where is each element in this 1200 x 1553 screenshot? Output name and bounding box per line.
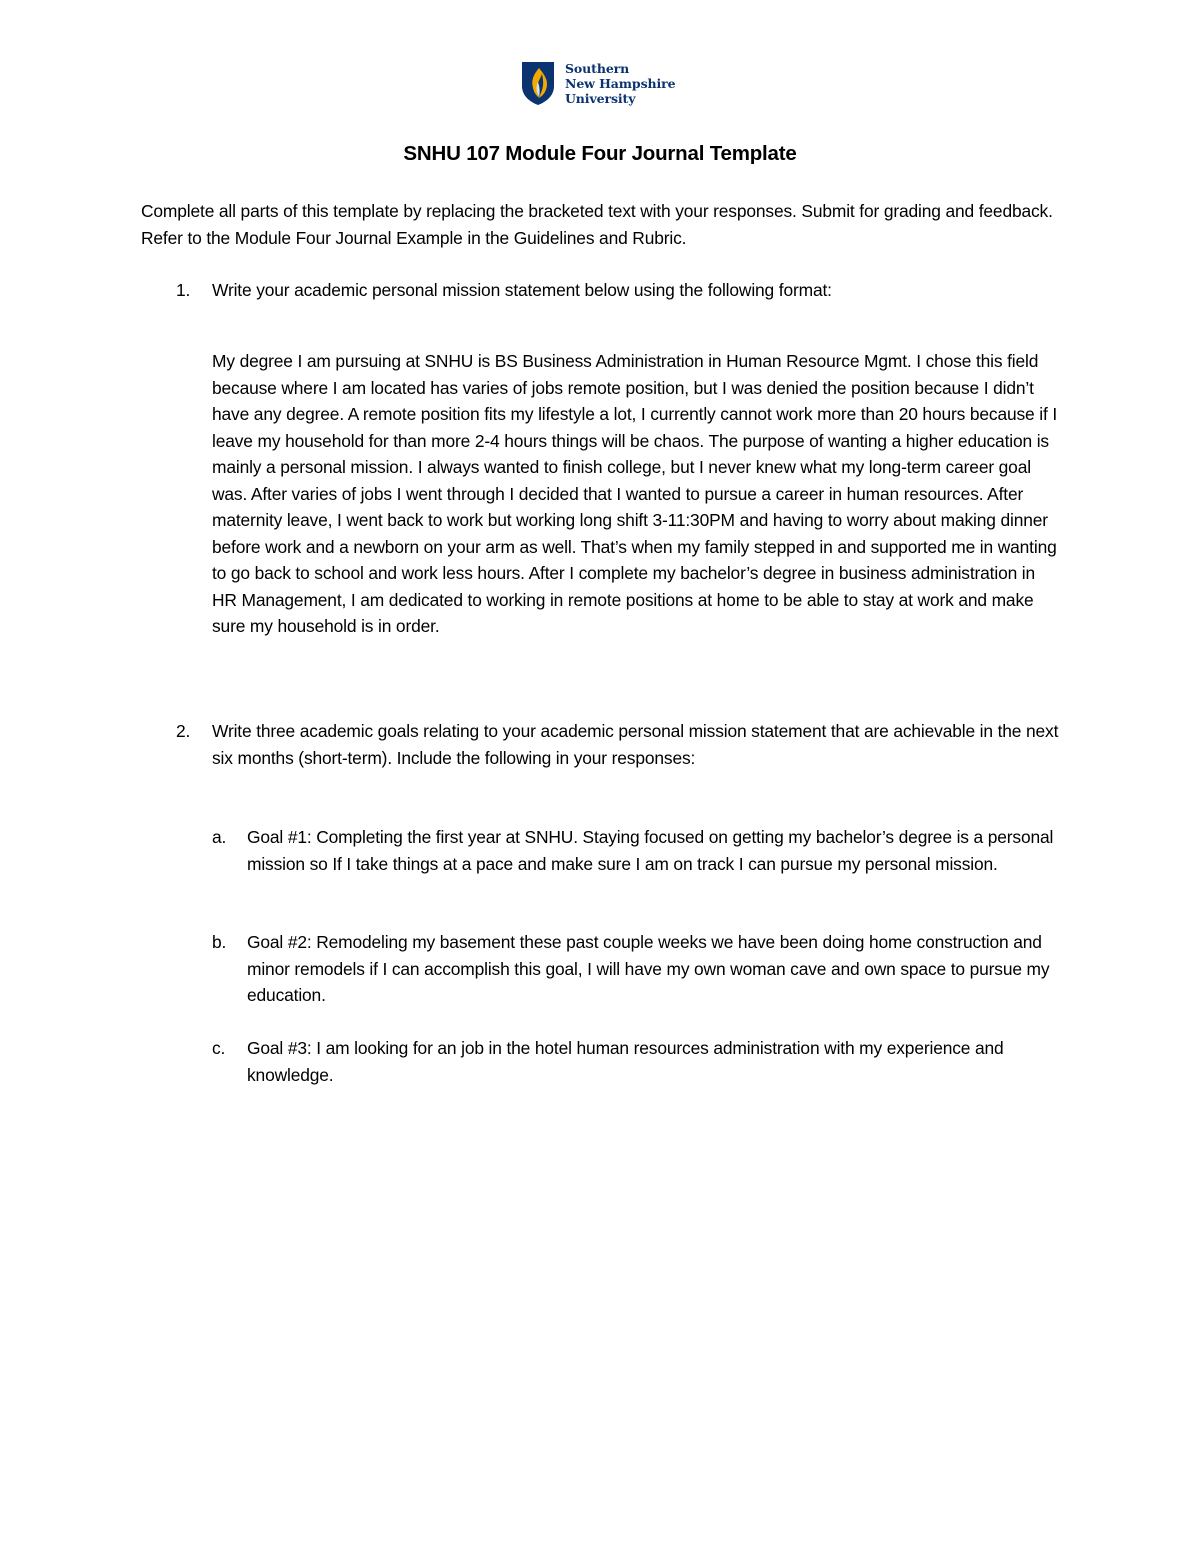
intro-paragraph: Complete all parts of this template by replacing the bracketed text with your responses. Submit for grading and feedback. Refer to the Module Four Journal Example in the Guidelines and Rubric. [141, 201, 1053, 248]
logo-wordmark [565, 61, 675, 106]
item-number-1: 1. [176, 280, 191, 300]
goal-letter-c: c. [212, 1038, 226, 1058]
goal-text-2: Goal #2: Remodeling my basement these past couple weeks we have been doing home construction and minor remodels if I can accomplish this goal, I will have my own woman cave and own space to pursue my education. [247, 932, 1050, 1005]
goal-text-1: Goal #1: Completing the first year at SNHU. Staying focused on getting my bachelor’s degree is a personal mission so If I take things at a pace and make sure I am on track I can pursue my personal mission. [247, 827, 1054, 874]
document-title: SNHU 107 Module Four Journal Template [403, 142, 797, 165]
item-number-2: 2. [176, 721, 191, 741]
goal-letter-a: a. [212, 827, 227, 847]
logo-line-3: University [565, 90, 636, 106]
shield-flame-icon [520, 60, 556, 106]
goal-text-3: Goal #3: I am looking for an job in the hotel human resources administration with my experience and knowledge. [247, 1038, 1004, 1085]
logo-line-2: New Hampshire [565, 75, 676, 91]
mission-statement-response: My degree I am pursuing at SNHU is BS Business Administration in Human Resource Mgmt. I chose this field because where I am located has varies of jobs remote position, but I was denied the position because I didn’t have any degree. A remote position fits my lifestyle a lot, I currently cannot work more than 20 hours because if I leave my household for than more 2-4 hours things will be chaos. The purpose of wanting a higher education is mainly a personal mission. I always wanted to finish college, but I never knew what my long-term career goal was. After varies of jobs I went through I decided that I wanted to pursue a career in human resources. After maternity leave, I went back to work but working long shift 3-11:30PM and having to worry about making dinner before work and a newborn on your arm as well. That’s when my family stepped in and supported me in wanting to go back to school and work less hours. After I complete my bachelor’s degree in business administration in HR Management, I am dedicated to working in remote positions at home to be able to stay at work and make sure my household is in order. [212, 351, 1057, 636]
item-prompt-1: Write your academic personal mission statement below using the following format: [212, 280, 832, 300]
item-prompt-2: Write three academic goals relating to your academic personal mission statement that are achievable in the next six months (short-term). Include the following in your responses: [212, 721, 1059, 768]
goal-letter-b: b. [212, 932, 227, 952]
snhu-logo [520, 58, 675, 108]
logo-line-1: Southern [565, 60, 630, 76]
